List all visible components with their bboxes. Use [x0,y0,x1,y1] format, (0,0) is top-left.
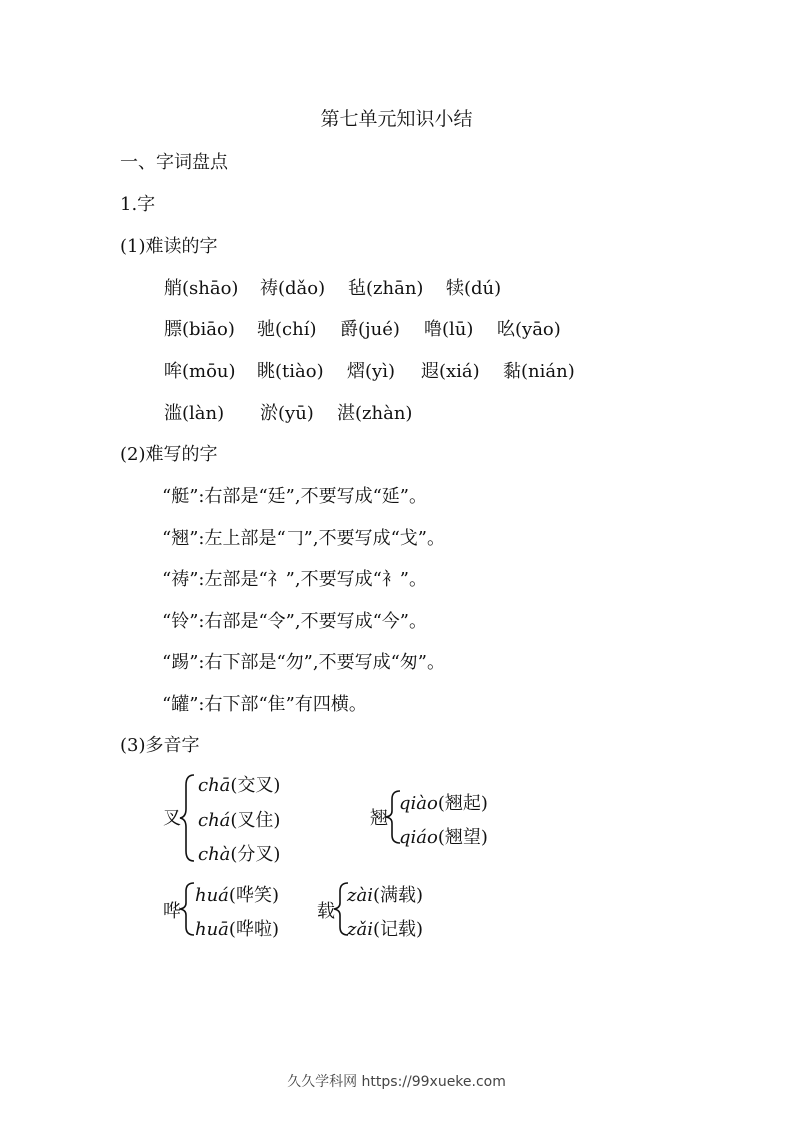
hard-char-note: “罐”:右下部“隹”有四横。 [162,694,367,715]
hard-char-note: “踢”:右下部是“勿”,不要写成“匆”。 [162,652,445,673]
pinyin: zǎi [347,919,373,940]
example-word: (交叉) [230,775,281,796]
pinyin: huá [195,885,229,906]
polyphonic-reading [195,881,279,907]
example-word: (记载) [372,919,424,940]
reading-word: 膘(biāo) [164,319,235,340]
polyphonic-reading [198,806,280,832]
polyphonic-char: 叉 [163,808,181,829]
reading-word: 噜(lū) [424,319,474,340]
item-heading-hard-to-write: (2)难写的字 [120,444,218,465]
polyphonic-reading [347,881,423,907]
example-word: (满载) [372,885,424,906]
hard-char-note: “艇”:右部是“廷”,不要写成“延”。 [162,486,427,507]
reading-word: 爵(jué) [340,319,400,340]
item-heading-polyphonic: (3)多音字 [120,735,200,756]
reading-word: 淤(yū) [260,403,314,424]
pinyin: chá [198,810,231,831]
subsection-heading: 1.字 [120,194,156,215]
reading-word: 眺(tiào) [257,361,324,382]
pinyin: huā [195,919,229,940]
pinyin: chà [198,844,231,865]
reading-word: 艄(shāo) [164,278,239,299]
example-word: (叉住) [230,810,281,831]
polyphonic-reading [198,840,280,866]
hard-char-note: “铃”:右部是“令”,不要写成“今”。 [162,611,427,632]
pinyin: zài [347,885,373,906]
polyphonic-char: 载 [317,901,335,922]
reading-word: 湛(zhàn) [337,403,413,424]
reading-word: 祷(dǎo) [260,278,326,299]
reading-word: 哞(mōu) [164,361,236,382]
pinyin: qiào [399,793,438,814]
polyphonic-reading [198,771,280,797]
reading-word: 遐(xiá) [421,361,480,382]
section-heading: 一、字词盘点 [120,152,228,173]
pinyin: chā [198,775,231,796]
hard-char-note: “翘”:左上部是“𠃌”,不要写成“戈”。 [162,528,445,549]
reading-word: 犊(dú) [446,278,502,299]
reading-word: 吆(yāo) [497,319,561,340]
reading-word: 滥(làn) [164,403,225,424]
example-word: (翘起) [437,793,488,814]
item-heading-hard-to-read: (1)难读的字 [120,236,218,257]
polyphonic-reading [347,915,423,941]
brace-icon [180,773,200,863]
reading-word: 驰(chí) [257,319,317,340]
reading-word: 毡(zhān) [348,278,424,299]
polyphonic-char: 翘 [370,808,388,829]
hard-char-note: “祷”:左部是“礻”,不要写成“衤”。 [162,569,427,590]
pinyin: qiáo [399,827,438,848]
example-word: (翘望) [437,827,488,848]
example-word: (哗啦) [228,919,279,940]
page-title: 第七单元知识小结 [320,108,473,130]
reading-word: 黏(nián) [503,361,575,382]
polyphonic-reading [399,823,488,849]
reading-word: 熠(yì) [347,361,395,382]
example-word: (哗笑) [228,885,279,906]
footer-watermark: 久久学科网 https://99xueke.com [287,1074,506,1090]
polyphonic-reading [399,789,488,815]
polyphonic-char: 哗 [163,901,181,922]
polyphonic-reading [195,915,279,941]
example-word: (分叉) [230,844,281,865]
